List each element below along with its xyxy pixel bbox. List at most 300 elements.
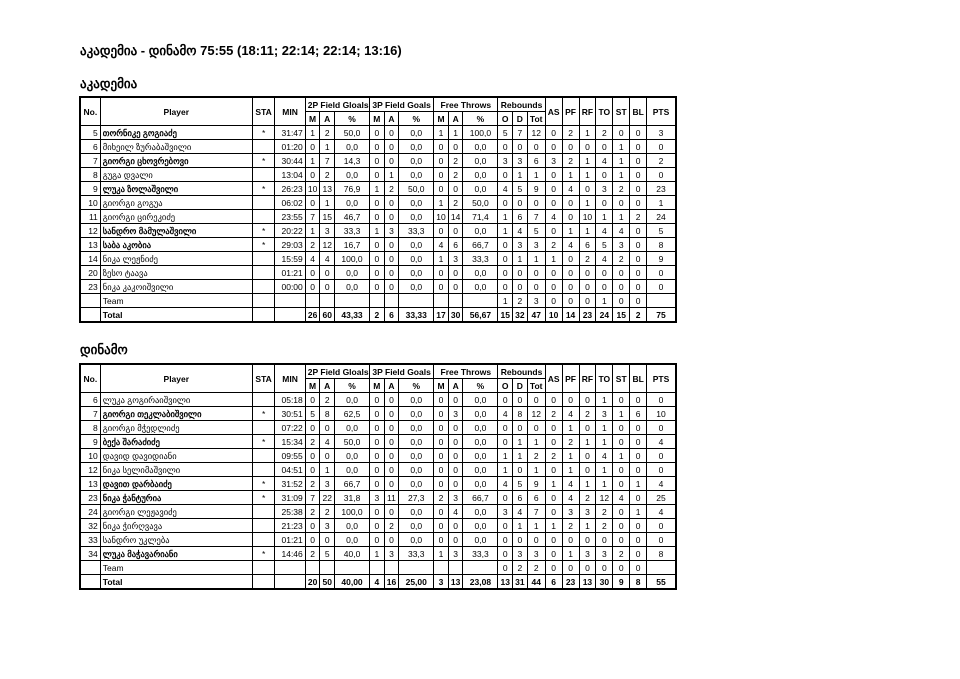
- stat-cell: 3: [448, 547, 463, 561]
- starter-mark: [252, 421, 275, 435]
- stat-cell: 7: [305, 491, 320, 505]
- stat-cell: 0,0: [463, 224, 498, 238]
- stat-cell: 0: [545, 224, 562, 238]
- stat-cell: 6: [513, 491, 528, 505]
- stat-cell: 1: [596, 294, 613, 308]
- stat-cell: 0: [320, 449, 335, 463]
- stat-cell: 0: [434, 477, 449, 491]
- stat-cell: 0: [370, 421, 385, 435]
- stat-cell: 0: [630, 238, 647, 252]
- stat-cell: 0: [498, 393, 513, 407]
- minutes: 14:46: [275, 547, 305, 561]
- stat-cell: 8: [647, 238, 676, 252]
- stat-cell: 0: [384, 421, 399, 435]
- starter-mark: [252, 533, 275, 547]
- stat-cell: 0: [384, 252, 399, 266]
- stat-cell: 3: [384, 547, 399, 561]
- player-number: 12: [80, 463, 100, 477]
- player-name: ბექა შარაძიძე: [100, 435, 252, 449]
- stat-cell: 50,0: [463, 196, 498, 210]
- starter-mark: [252, 168, 275, 182]
- stat-cell: 1: [305, 154, 320, 168]
- stat-cell: 5: [647, 224, 676, 238]
- player-name: გიორგი მჭედლიძე: [100, 421, 252, 435]
- player-row: [80, 126, 676, 140]
- stat-cell: 0: [613, 393, 630, 407]
- stat-cell: 0: [320, 421, 335, 435]
- stat-cell: 0: [579, 561, 596, 575]
- stat-cell: 0: [579, 280, 596, 294]
- stat-cell: 0: [630, 519, 647, 533]
- stat-cell: 0,0: [463, 393, 498, 407]
- stat-cell: 0: [498, 252, 513, 266]
- stat-cell: 3: [513, 547, 528, 561]
- stat-cell: 1: [647, 196, 676, 210]
- stat-cell: 1: [434, 196, 449, 210]
- player-row: [80, 210, 676, 224]
- stat-cell: 1: [320, 463, 335, 477]
- stat-cell: 3: [384, 224, 399, 238]
- stat-cell: 0: [545, 168, 562, 182]
- player-name: გიორგი ლეჟავიძე: [100, 505, 252, 519]
- stat-cell: 47: [527, 308, 545, 323]
- stat-cell: 0: [370, 477, 385, 491]
- stat-cell: 6: [513, 210, 528, 224]
- stat-cell: 1: [562, 463, 579, 477]
- stat-cell: 100,0: [463, 126, 498, 140]
- stat-cell: 0,0: [335, 266, 370, 280]
- stat-cell: 0: [305, 449, 320, 463]
- stat-cell: 4: [613, 491, 630, 505]
- stat-cell: 1: [613, 140, 630, 154]
- minutes: 31:52: [275, 477, 305, 491]
- stat-cell: 0: [613, 477, 630, 491]
- stat-cell: 0,0: [335, 533, 370, 547]
- stat-cell: 0,0: [399, 280, 434, 294]
- column-header: A: [320, 112, 335, 126]
- stat-cell: 0,0: [399, 393, 434, 407]
- stat-cell: 0: [647, 168, 676, 182]
- stat-cell: 5: [513, 182, 528, 196]
- stat-cell: 1: [527, 435, 545, 449]
- stat-cell: 1: [498, 463, 513, 477]
- stat-cell: 0,0: [463, 435, 498, 449]
- stat-cell: 0: [305, 266, 320, 280]
- stat-cell: 1: [596, 435, 613, 449]
- player-number: 9: [80, 435, 100, 449]
- player-row: [80, 224, 676, 238]
- starter-mark: *: [252, 477, 275, 491]
- stat-cell: 12: [527, 407, 545, 421]
- empty-cell: [399, 294, 434, 308]
- stat-cell: 2: [562, 519, 579, 533]
- stat-cell: 4: [562, 491, 579, 505]
- stat-cell: 16,7: [335, 238, 370, 252]
- stat-cell: 23: [647, 182, 676, 196]
- stat-cell: 0: [384, 154, 399, 168]
- stat-cell: 0: [513, 280, 528, 294]
- stat-cell: 1: [562, 449, 579, 463]
- stat-cell: 1: [527, 463, 545, 477]
- total-row: [80, 575, 676, 590]
- stat-cell: 0,0: [399, 477, 434, 491]
- minutes: 31:47: [275, 126, 305, 140]
- stat-cell: 0: [562, 196, 579, 210]
- stat-cell: 2: [579, 491, 596, 505]
- player-row: [80, 168, 676, 182]
- starter-mark: [252, 449, 275, 463]
- stat-cell: 0: [305, 421, 320, 435]
- stat-cell: 0: [613, 126, 630, 140]
- player-row: [80, 196, 676, 210]
- stat-cell: 0: [527, 533, 545, 547]
- stat-cell: 24: [596, 308, 613, 323]
- stat-cell: 71,4: [463, 210, 498, 224]
- stat-cell: 1: [596, 463, 613, 477]
- minutes: 01:21: [275, 533, 305, 547]
- stat-cell: 0: [498, 168, 513, 182]
- stat-cell: 0: [613, 519, 630, 533]
- stat-cell: 0: [434, 533, 449, 547]
- header-row: [80, 364, 676, 379]
- stat-cell: 50,0: [399, 182, 434, 196]
- stat-cell: 1: [562, 421, 579, 435]
- stat-cell: 1: [596, 421, 613, 435]
- stat-cell: 0,0: [335, 140, 370, 154]
- player-name: გიორგი თეკლაბიშვილი: [100, 407, 252, 421]
- starter-mark: *: [252, 407, 275, 421]
- stat-cell: 1: [562, 168, 579, 182]
- player-row: [80, 421, 676, 435]
- stat-cell: 0: [613, 561, 630, 575]
- stat-cell: 0: [434, 168, 449, 182]
- player-row: [80, 393, 676, 407]
- stat-cell: 2: [613, 182, 630, 196]
- stat-cell: 0: [370, 210, 385, 224]
- stat-cell: 2: [630, 210, 647, 224]
- stat-cell: 2: [562, 435, 579, 449]
- player-name: ლუკა მაჭავარიანი: [100, 547, 252, 561]
- stat-cell: 0: [448, 182, 463, 196]
- stat-cell: 0: [562, 266, 579, 280]
- stat-cell: 0,0: [399, 154, 434, 168]
- stat-cell: 0: [647, 533, 676, 547]
- empty-cell: [384, 294, 399, 308]
- stat-cell: 0: [630, 561, 647, 575]
- column-header: Player: [100, 364, 252, 393]
- team-title-away: დინამო: [80, 342, 128, 357]
- starter-mark: *: [252, 238, 275, 252]
- stat-cell: 9: [527, 182, 545, 196]
- stat-cell: 1: [498, 210, 513, 224]
- stat-cell: 0: [448, 140, 463, 154]
- column-header: A: [384, 112, 399, 126]
- stat-cell: 15: [320, 210, 335, 224]
- empty-cell: [463, 561, 498, 575]
- stat-cell: 1: [513, 519, 528, 533]
- stat-cell: 12: [527, 126, 545, 140]
- player-row: [80, 435, 676, 449]
- stat-cell: 0: [562, 140, 579, 154]
- column-header: A: [320, 379, 335, 393]
- minutes: 31:09: [275, 491, 305, 505]
- stat-cell: 4: [596, 252, 613, 266]
- stat-cell: 1: [370, 182, 385, 196]
- stat-cell: 4: [562, 477, 579, 491]
- stat-cell: 0: [448, 519, 463, 533]
- column-header: ST: [613, 364, 630, 393]
- stat-cell: 0: [630, 435, 647, 449]
- stat-cell: 5: [527, 224, 545, 238]
- empty-cell: [320, 294, 335, 308]
- stat-cell: 0: [370, 393, 385, 407]
- stat-cell: 5: [305, 407, 320, 421]
- column-header: M: [370, 112, 385, 126]
- column-header: MIN: [275, 97, 305, 126]
- stat-cell: 6: [527, 154, 545, 168]
- player-number: 7: [80, 407, 100, 421]
- stat-cell: 2: [305, 505, 320, 519]
- header-row: [80, 97, 676, 112]
- stat-cell: 1: [498, 449, 513, 463]
- stat-cell: 0: [384, 463, 399, 477]
- stat-cell: 4: [647, 435, 676, 449]
- team-title-home: აკადემია: [80, 76, 138, 91]
- column-header: AS: [545, 364, 562, 393]
- stat-cell: 2: [613, 547, 630, 561]
- stat-cell: 3: [434, 575, 449, 590]
- column-header: M: [305, 379, 320, 393]
- stat-cell: 2: [448, 154, 463, 168]
- stat-cell: 0: [647, 519, 676, 533]
- minutes: 26:23: [275, 182, 305, 196]
- player-name: ლუკა გოგირაიშვილი: [100, 393, 252, 407]
- stat-cell: 0: [545, 547, 562, 561]
- stat-cell: 0: [596, 280, 613, 294]
- stat-cell: 0: [579, 421, 596, 435]
- stat-cell: 1: [579, 168, 596, 182]
- player-name: თორნიკე გოგიაძე: [100, 126, 252, 140]
- stat-cell: 3: [596, 547, 613, 561]
- stat-cell: 2: [320, 393, 335, 407]
- stat-cell: 2: [562, 154, 579, 168]
- stat-cell: 2: [545, 449, 562, 463]
- column-header: PF: [562, 97, 579, 126]
- stat-cell: 0: [498, 547, 513, 561]
- stat-cell: 0: [448, 393, 463, 407]
- player-row: [80, 547, 676, 561]
- player-name: ლუკა ზოლაშვილი: [100, 182, 252, 196]
- column-header: %: [463, 379, 498, 393]
- stat-cell: 30: [448, 308, 463, 323]
- player-number: 8: [80, 168, 100, 182]
- stat-cell: 1: [320, 140, 335, 154]
- stat-cell: 1: [545, 477, 562, 491]
- stat-cell: 0: [613, 435, 630, 449]
- stat-cell: 0: [305, 280, 320, 294]
- stat-cell: 0,0: [399, 252, 434, 266]
- stat-cell: 6: [630, 407, 647, 421]
- stat-cell: 0: [596, 140, 613, 154]
- stat-cell: 0: [630, 491, 647, 505]
- stat-cell: 0: [647, 421, 676, 435]
- stat-cell: 0,0: [399, 266, 434, 280]
- stat-cell: 1: [434, 126, 449, 140]
- column-header: O: [498, 112, 513, 126]
- player-row: [80, 407, 676, 421]
- stat-cell: 1: [434, 547, 449, 561]
- column-header: M: [370, 379, 385, 393]
- stat-cell: 0: [434, 140, 449, 154]
- stat-cell: 0: [498, 266, 513, 280]
- stat-cell: 3: [613, 238, 630, 252]
- stat-cell: 0,0: [463, 182, 498, 196]
- stat-cell: 2: [305, 477, 320, 491]
- stat-cell: 0: [448, 266, 463, 280]
- starter-mark: [252, 140, 275, 154]
- empty-cell: [647, 294, 676, 308]
- stat-cell: 10: [579, 210, 596, 224]
- stat-cell: 4: [647, 505, 676, 519]
- empty-cell: [370, 561, 385, 575]
- stat-cell: 0: [434, 463, 449, 477]
- empty-cell: [275, 575, 305, 590]
- stat-cell: 2: [545, 238, 562, 252]
- stat-cell: 0,0: [399, 126, 434, 140]
- stat-cell: 0: [545, 126, 562, 140]
- column-header: Tot: [527, 379, 545, 393]
- stat-cell: 0: [498, 196, 513, 210]
- minutes: 01:20: [275, 140, 305, 154]
- empty-cell: [275, 561, 305, 575]
- stat-cell: 0,0: [335, 168, 370, 182]
- stat-cell: 1: [630, 477, 647, 491]
- player-row: [80, 154, 676, 168]
- stat-cell: 0: [448, 435, 463, 449]
- stat-cell: 0,0: [463, 421, 498, 435]
- stat-cell: 0: [630, 154, 647, 168]
- stat-cell: 0: [630, 252, 647, 266]
- stat-cell: 25,00: [399, 575, 434, 590]
- stat-cell: 1: [579, 126, 596, 140]
- stat-cell: 0: [596, 196, 613, 210]
- stat-cell: 0: [498, 421, 513, 435]
- player-number: 6: [80, 393, 100, 407]
- player-name: გიორგი ცირეკიძე: [100, 210, 252, 224]
- column-header: Tot: [527, 112, 545, 126]
- stat-cell: 0: [513, 421, 528, 435]
- minutes: 07:22: [275, 421, 305, 435]
- player-row: [80, 519, 676, 533]
- minutes: 13:04: [275, 168, 305, 182]
- stat-cell: 0: [370, 519, 385, 533]
- stat-cell: 1: [579, 519, 596, 533]
- stat-cell: 12: [320, 238, 335, 252]
- stat-cell: 4: [562, 407, 579, 421]
- stat-cell: 7: [305, 210, 320, 224]
- stat-cell: 0,0: [463, 168, 498, 182]
- empty-cell: [463, 294, 498, 308]
- stat-cell: 9: [527, 477, 545, 491]
- stat-cell: 66,7: [335, 477, 370, 491]
- stat-cell: 1: [527, 252, 545, 266]
- stat-cell: 0: [384, 266, 399, 280]
- stat-cell: 3: [527, 294, 545, 308]
- stat-cell: 2: [320, 505, 335, 519]
- stat-cell: 7: [527, 505, 545, 519]
- stat-cell: 5: [596, 238, 613, 252]
- stat-cell: 33,33: [399, 308, 434, 323]
- minutes: 30:51: [275, 407, 305, 421]
- stat-cell: 2: [562, 126, 579, 140]
- empty-cell: [434, 561, 449, 575]
- stat-cell: 0,0: [399, 505, 434, 519]
- stat-cell: 26: [305, 308, 320, 323]
- stat-cell: 3: [596, 407, 613, 421]
- stat-cell: 1: [527, 519, 545, 533]
- stat-cell: 0,0: [399, 519, 434, 533]
- stat-cell: 1: [596, 393, 613, 407]
- stat-cell: 0: [630, 393, 647, 407]
- stat-cell: 4: [434, 238, 449, 252]
- column-header: 2P Field Gloals: [305, 364, 369, 379]
- minutes: 15:59: [275, 252, 305, 266]
- stat-cell: 2: [579, 252, 596, 266]
- stat-cell: 0: [370, 140, 385, 154]
- player-number: 14: [80, 252, 100, 266]
- stat-cell: 1: [305, 224, 320, 238]
- stat-cell: 0,0: [399, 407, 434, 421]
- stat-cell: 0,0: [463, 519, 498, 533]
- stat-cell: 0: [384, 238, 399, 252]
- stat-cell: 0: [305, 196, 320, 210]
- stat-cell: 0: [596, 533, 613, 547]
- stat-cell: 0: [562, 210, 579, 224]
- player-row: [80, 280, 676, 294]
- player-number: 23: [80, 491, 100, 505]
- stat-cell: 62,5: [335, 407, 370, 421]
- stat-cell: 0: [630, 463, 647, 477]
- stat-cell: 0: [370, 435, 385, 449]
- minutes: 01:21: [275, 266, 305, 280]
- stat-cell: 76,9: [335, 182, 370, 196]
- minutes: 15:34: [275, 435, 305, 449]
- player-row: [80, 505, 676, 519]
- stat-cell: 0,0: [335, 196, 370, 210]
- stat-cell: 1: [320, 196, 335, 210]
- stat-cell: 6: [384, 308, 399, 323]
- stat-cell: 0: [384, 449, 399, 463]
- empty-cell: [80, 294, 100, 308]
- player-name: ნიკა სელიმაშვილი: [100, 463, 252, 477]
- stat-cell: 0: [370, 238, 385, 252]
- stat-cell: 9: [647, 252, 676, 266]
- column-header: PF: [562, 364, 579, 393]
- player-row: [80, 140, 676, 154]
- stat-cell: 2: [596, 126, 613, 140]
- player-number: 11: [80, 210, 100, 224]
- empty-cell: [434, 294, 449, 308]
- stat-cell: 0: [545, 182, 562, 196]
- stat-cell: 0: [513, 266, 528, 280]
- stat-cell: 0: [320, 266, 335, 280]
- player-name: დავიდ დავიდიანი: [100, 449, 252, 463]
- column-header: TO: [596, 364, 613, 393]
- stat-cell: 0: [647, 280, 676, 294]
- column-header: PTS: [647, 364, 676, 393]
- stat-cell: 0: [513, 463, 528, 477]
- stat-cell: 0: [305, 393, 320, 407]
